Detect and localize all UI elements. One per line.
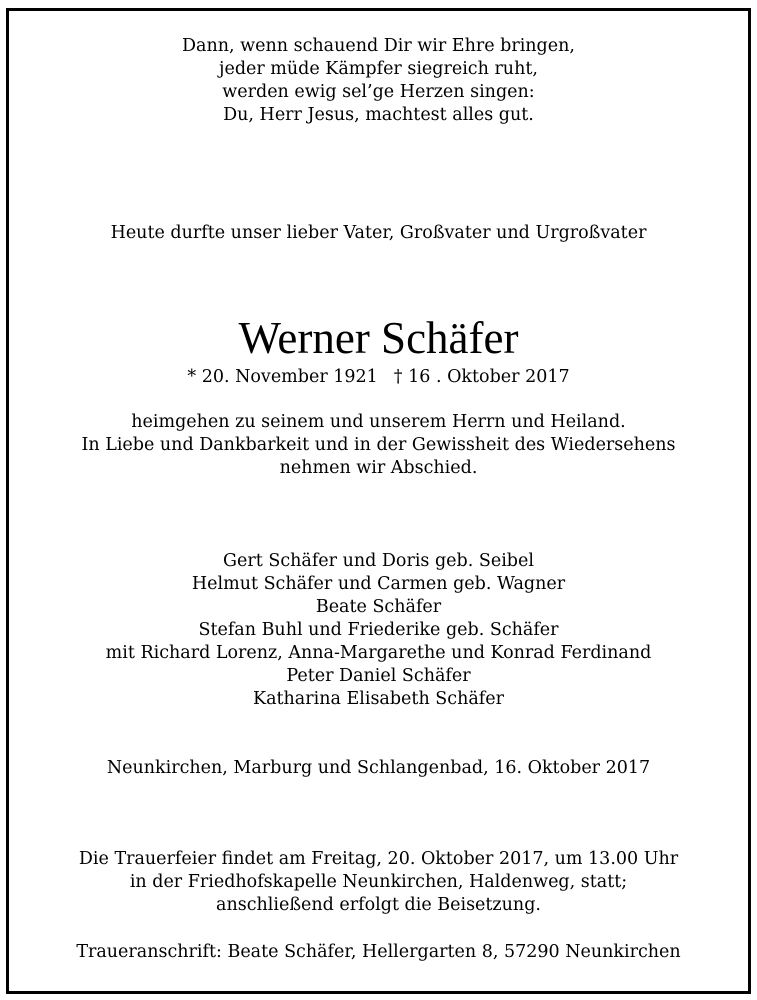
verse-line-2: jeder müde Kämpfer siegreich ruht, — [219, 59, 538, 79]
mourner-line-7: Katharina Elisabeth Schäfer — [253, 689, 504, 709]
mourner-line-4: Stefan Buhl und Friederike geb. Schäfer — [198, 620, 559, 640]
verse-line-3: werden ewig sel’ge Herzen singen: — [222, 82, 535, 102]
mourner-line-6: Peter Daniel Schäfer — [286, 666, 471, 686]
funeral-line-3: anschließend erfolgt die Beisetzung. — [216, 895, 541, 915]
life-dates — [0, 366, 757, 389]
mourner-line-5: mit Richard Lorenz, Anna-Margarethe und Konrad Ferdinand — [105, 643, 652, 663]
mourner-line-1: Gert Schäfer und Doris geb. Seibel — [223, 551, 534, 571]
verse-line-1: Dann, wenn schauend Dir wir Ehre bringen, — [182, 36, 575, 56]
verse-line-4: Du, Herr Jesus, machtest alles gut. — [223, 105, 534, 125]
message-line-2: In Liebe und Dankbarkeit und in der Gewissheit des Wiedersehens — [81, 435, 676, 455]
message-line-3: nehmen wir Abschied. — [279, 458, 478, 478]
birth-date: * 20. November 1921 — [187, 367, 378, 387]
death-date: † 16 . Oktober 2017 — [393, 367, 570, 387]
deceased-name: Werner Schäfer — [238, 313, 519, 363]
intro-line: Heute durfte unser lieber Vater, Großvater und Urgroßvater — [110, 223, 647, 243]
mourner-line-2: Helmut Schäfer und Carmen geb. Wagner — [191, 574, 566, 594]
funeral-line-2: in der Friedhofskapelle Neunkirchen, Haldenweg, statt; — [129, 872, 628, 892]
message-line-1: heimgehen zu seinem und unserem Herrn und Heiland. — [131, 412, 626, 432]
place-date-line: Neunkirchen, Marburg und Schlangenbad, 16. Oktober 2017 — [106, 758, 651, 778]
mourner-line-3: Beate Schäfer — [315, 597, 442, 617]
funeral-line-1: Die Trauerfeier findet am Freitag, 20. Oktober 2017, um 13.00 Uhr — [78, 849, 679, 869]
obituary-border — [6, 8, 751, 994]
mourning-address: Traueranschrift: Beate Schäfer, Hellergarten 8, 57290 Neunkirchen — [76, 942, 681, 962]
